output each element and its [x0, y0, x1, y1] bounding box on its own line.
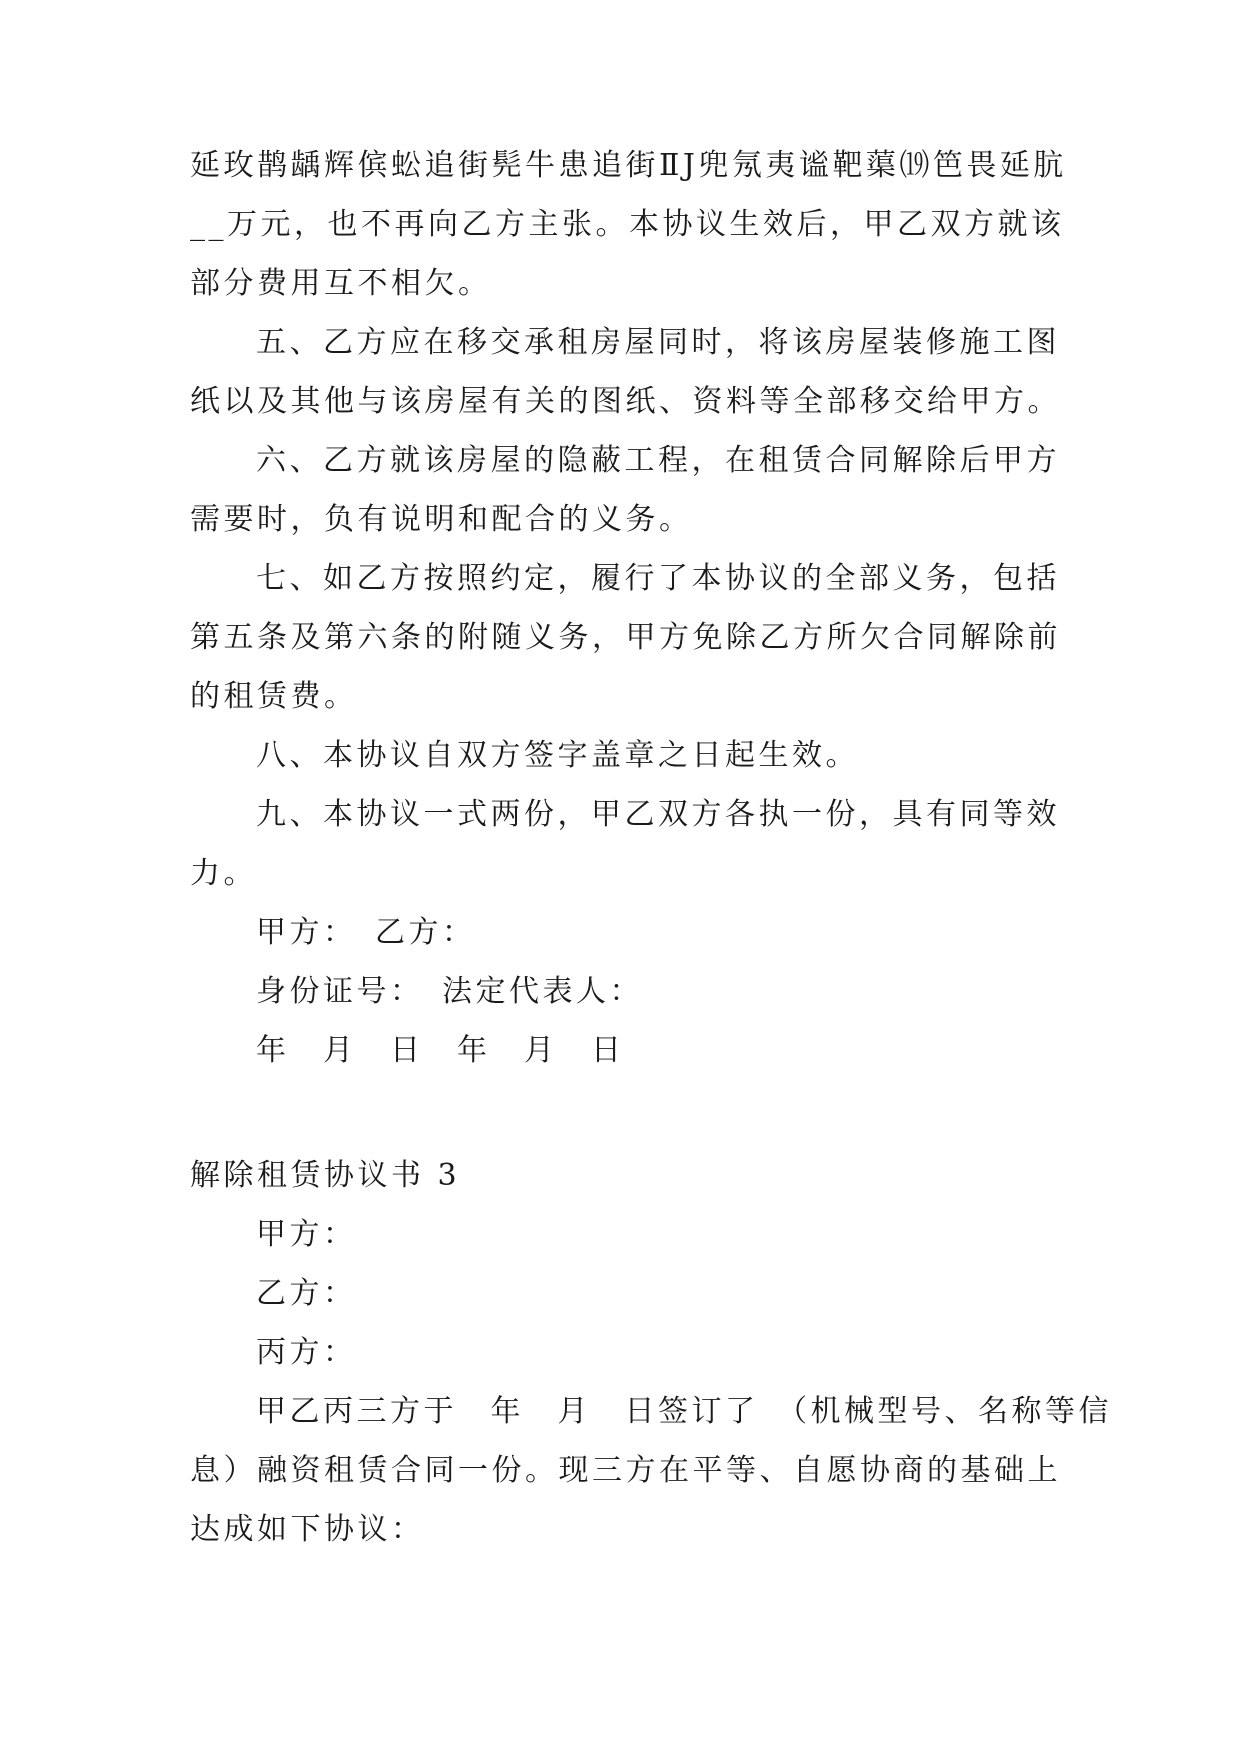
agreement-2-tail — [190, 136, 1070, 1080]
intro-paragraph-cont: 达成如下协议： — [190, 1512, 425, 1547]
clause-9: 九、本协议一式两份，甲乙双方各执一份，具有同等效 — [256, 797, 1060, 832]
clause-7: 七、如乙方按照约定，履行了本协议的全部义务，包括 — [256, 561, 1060, 596]
clause-9-cont: 力。 — [190, 856, 257, 891]
signature-ids: 身份证号： 法定代表人： — [256, 974, 643, 1009]
clause-5: 五、乙方应在移交承租房屋同时，将该房屋装修施工图 — [256, 325, 1060, 360]
clause-8: 八、本协议自双方签字盖章之日起生效。 — [256, 738, 859, 773]
clause-5-cont: 纸以及其他与该房屋有关的图纸、资料等全部移交给甲方。 — [190, 384, 1061, 419]
paragraph-line: 部分费用互不相欠。 — [190, 266, 492, 301]
garbled-text-line: 延玫鹊龋辉傧蚣追街髡牛患追街ⅡJ兜氖夷谧靶蕖⒆笆畏延肮 — [190, 148, 1067, 183]
clause-7-cont: 的租赁费。 — [190, 679, 358, 714]
intro-paragraph-cont: 息）融资租赁合同一份。现三方在平等、自愿协商的基础上 — [190, 1453, 1061, 1488]
signature-parties: 甲方： 乙方： — [256, 915, 476, 950]
clause-6-cont: 需要时，负有说明和配合的义务。 — [190, 502, 693, 537]
agreement-3 — [190, 1146, 1112, 1559]
clause-6: 六、乙方就该房屋的隐蔽工程，在租赁合同解除后甲方 — [256, 443, 1060, 478]
paragraph-line: __万元，也不再向乙方主张。本协议生效后，甲乙双方就该 — [190, 207, 1065, 242]
party-a-label: 甲方： — [256, 1217, 357, 1252]
signature-dates: 年 月 日 年 月 日 — [256, 1033, 625, 1068]
party-b-label: 乙方： — [256, 1276, 357, 1311]
clause-7-cont: 第五条及第六条的附随义务，甲方免除乙方所欠合同解除前 — [190, 620, 1061, 655]
section-title: 解除租赁协议书 3 — [190, 1158, 461, 1193]
party-c-label: 丙方： — [256, 1335, 357, 1370]
intro-paragraph: 甲乙丙三方于 年 月 日签订了 （机械型号、名称等信 — [256, 1394, 1112, 1429]
